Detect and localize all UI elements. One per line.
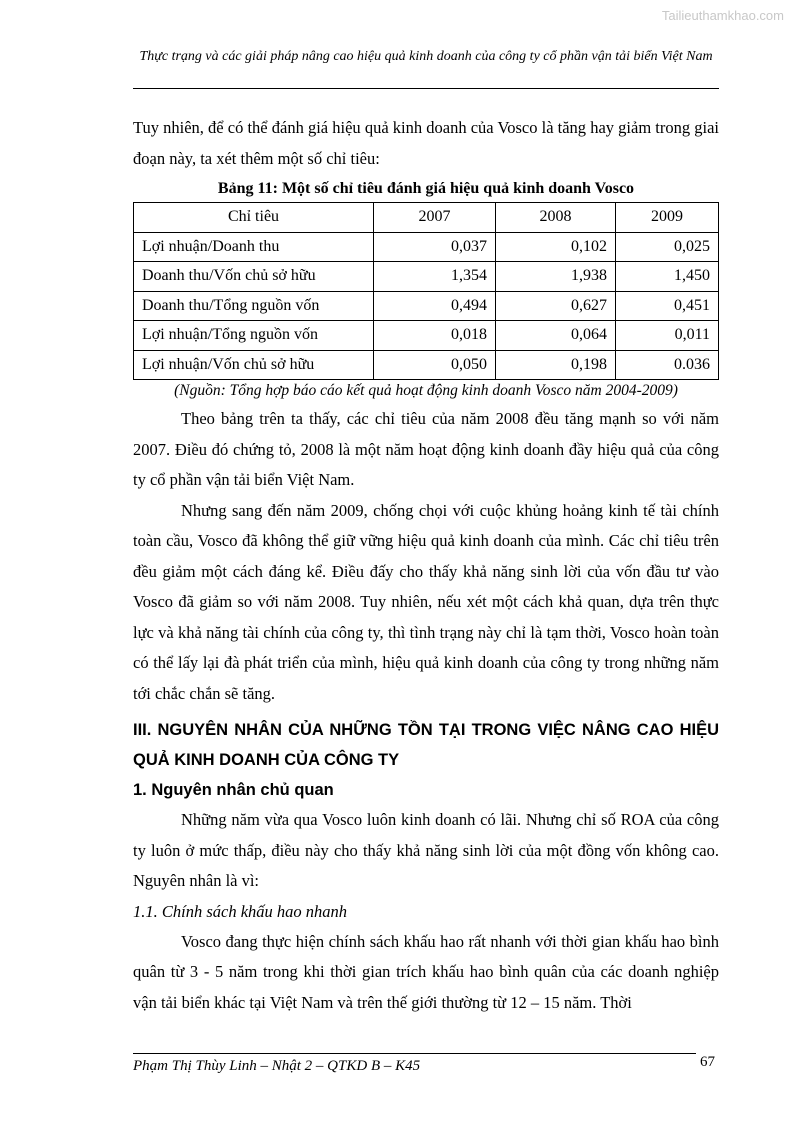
- table-cell: 1,450: [616, 262, 719, 292]
- table-row: [134, 232, 719, 262]
- table-source-note: (Nguồn: Tổng hợp báo cáo kết quả hoạt động kinh doanh Vosco năm 2004-2009): [174, 382, 678, 399]
- table-cell: 1,354: [374, 262, 496, 292]
- header-rule: [133, 88, 719, 89]
- table-cell: 0,018: [374, 321, 496, 351]
- table-header-row: [134, 203, 719, 233]
- table-cell: 0.036: [616, 350, 719, 380]
- table-row: [134, 262, 719, 292]
- table-cell-label: Lợi nhuận/Doanh thu: [134, 232, 374, 262]
- table-cell: 0,050: [374, 350, 496, 380]
- table-header-cell: 2009: [616, 203, 719, 233]
- table-caption: Bảng 11: Một số chỉ tiêu đánh giá hiệu quả kinh doanh Vosco: [217, 180, 635, 197]
- footer-rule: [133, 1053, 696, 1054]
- running-header: Thực trạng và các giải pháp nâng cao hiệu quả kinh doanh của công ty cổ phần vận tải biển Việt Nam: [139, 49, 713, 64]
- table-cell: 0,627: [496, 291, 616, 321]
- footer-author: Phạm Thị Thùy Linh – Nhật 2 – QTKD B – K45: [133, 1058, 421, 1074]
- table-cell: 0,037: [374, 232, 496, 262]
- table-header-cell: 2008: [496, 203, 616, 233]
- table-cell: 0,451: [616, 291, 719, 321]
- table-header-cell: Chỉ tiêu: [134, 203, 374, 233]
- table-cell-label: Doanh thu/Vốn chủ sở hữu: [134, 262, 374, 292]
- subsection-heading: 1. Nguyên nhân chủ quan: [133, 781, 334, 799]
- table-header-cell: 2007: [374, 203, 496, 233]
- table-cell-label: Lợi nhuận/Tổng nguồn vốn: [134, 321, 374, 351]
- intro-paragraph: Tuy nhiên, để có thể đánh giá hiệu quả kinh doanh của Vosco là tăng hay giảm trong giai đoạn này, ta xét thêm một số chỉ tiêu:: [133, 118, 719, 168]
- section-heading: III. NGUYÊN NHÂN CỦA NHỮNG TỒN TẠI TRONG VIỆC NÂNG CAO HIỆU QUẢ KINH DOANH CỦA CÔNG TY: [133, 721, 719, 769]
- paragraph-analysis-2009: Nhưng sang đến năm 2009, chống chọi với cuộc khủng hoảng kinh tế tài chính toàn cầu, Vosco đã không thể giữ vững hiệu quả kinh doanh của mình. Các chỉ tiêu trên đều giảm một cách đáng kể. Điều đấy cho thấy khả năng sinh lời của vốn đầu tư vào Vosco đã giảm so với năm 2008. Tuy nhiên, nếu xét một cách khả quan, dựa trên thực lực và khả năng tài chính của công ty, thì tình trạng này chỉ là tạm thời, Vosco hoàn toàn có thể lấy lại đà phát triển của mình, hiệu quả kinh doanh của công ty trong những năm tới chắc chắn sẽ tăng.: [133, 500, 719, 703]
- table-cell: 0,025: [616, 232, 719, 262]
- table-row: [134, 291, 719, 321]
- table-cell-label: Lợi nhuận/Vốn chủ sở hữu: [134, 350, 374, 380]
- table-cell: 0,494: [374, 291, 496, 321]
- paragraph-depreciation: Vosco đang thực hiện chính sách khấu hao rất nhanh với thời gian khấu hao bình quân từ 3 - 5 năm trong khi thời gian trích khấu hao bình quân của các doanh nghiệp vận tải biển khác tại Việt Nam và trên thế giới thường từ 12 – 15 năm. Thời: [133, 931, 719, 1012]
- indicator-table: [133, 202, 719, 380]
- table-cell: 0,064: [496, 321, 616, 351]
- page-content: [133, 113, 719, 1018]
- table-cell: 0,102: [496, 232, 616, 262]
- table-row: [134, 350, 719, 380]
- paragraph-analysis-2008: Theo bảng trên ta thấy, các chỉ tiêu của năm 2008 đều tăng mạnh so với năm 2007. Điều đó chứng tỏ, 2008 là một năm hoạt động kinh doanh đầy hiệu quả của công ty cổ phần vận tải biển Việt Nam.: [133, 409, 719, 489]
- page-number: 67: [700, 1054, 715, 1070]
- paragraph-roa: Những năm vừa qua Vosco luôn kinh doanh có lãi. Nhưng chỉ số ROA của công ty luôn ở mức thấp, điều này cho thấy khả năng sinh lời của một đồng vốn không cao. Nguyên nhân là vì:: [133, 810, 719, 890]
- watermark: Tailieuthamkhao.com: [661, 8, 784, 23]
- table-row: [134, 321, 719, 351]
- table-cell: 1,938: [496, 262, 616, 292]
- subsubsection-heading: 1.1. Chính sách khấu hao nhanh: [133, 901, 348, 921]
- table-cell-label: Doanh thu/Tổng nguồn vốn: [134, 291, 374, 321]
- table-cell: 0,198: [496, 350, 616, 380]
- table-cell: 0,011: [616, 321, 719, 351]
